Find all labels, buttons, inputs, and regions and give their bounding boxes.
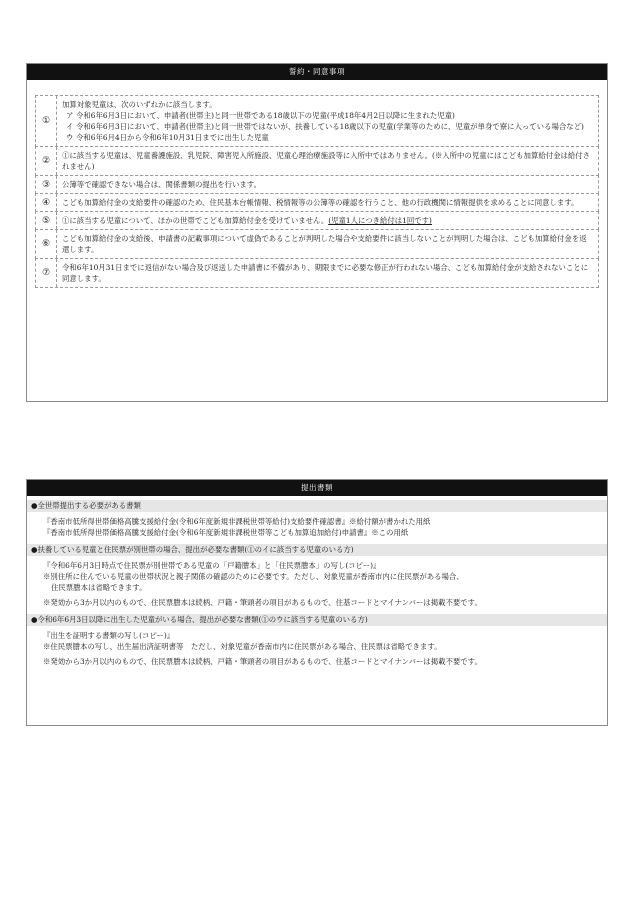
oath-text — [57, 96, 598, 146]
sub-letter: イ — [66, 122, 74, 131]
oath-header: 誓約・同意事項 — [27, 64, 607, 80]
doc-line: 『香南市低所得世帯価格高騰支援給付金(令和6年度新規非課税世帯等給付)支給要件確認書』※給付額が書かれた用紙 — [43, 517, 431, 526]
oath-item — [35, 146, 599, 176]
doc-line: 『出生を証明する書類の写し(コピー)』 — [43, 631, 175, 640]
oath-number: ① — [36, 96, 57, 146]
doc-line: ※発効から3か月以内のもので、住民票謄本は続柄、戸籍・筆頭者の項目があるもので、住基コードとマイナンバーは掲載不要です。 — [43, 598, 482, 607]
oath-number: ⑤ — [36, 212, 57, 229]
oath-intro: 加算対象児童は、次のいずれかに該当します。 — [62, 100, 217, 109]
sub-letter: ウ — [66, 133, 74, 142]
oath-item — [35, 175, 599, 194]
oath-sub-item — [66, 110, 593, 121]
sub-letter: ア — [66, 111, 74, 120]
section-title: ●令和6年6月3日以降に出生した児童がいる場合、提出が必要な書類(①のウに該当する児童のいる方) — [27, 614, 607, 626]
section-body — [27, 626, 607, 669]
oath-sub-item — [66, 121, 593, 132]
oath-text: こども加算給付金の支給後、申請書の記載事項について虚偽であることが判明した場合や支給要件に該当しないことが判明した場合は、こども加算給付金を返還します。 — [62, 234, 587, 254]
oath-text-underlined: (児童1人につき給付は1回です) — [328, 216, 432, 225]
doc-line: ※別住所に住んでいる児童の世帯状況と親子関係の確認のために必要です。ただし、対象児童が香南市内に住民票がある場合、 — [43, 572, 464, 581]
sub-text: 令和6年6月3日において、申請者(世帯主)と同一世帯である18歳以下の児童(平成18年4月2日以降に生まれた児童) — [76, 111, 455, 120]
oath-number: ⑦ — [36, 259, 57, 287]
oath-item — [35, 193, 599, 212]
oath-list — [35, 96, 599, 288]
oath-number: ② — [36, 147, 57, 175]
oath-panel — [26, 63, 608, 402]
oath-item — [35, 258, 599, 288]
oath-number: ④ — [36, 194, 57, 211]
docs-panel — [26, 479, 608, 726]
doc-line: 『香南市低所得世帯価格高騰支援給付金(令和6年度新規非課税世帯等こども加算追加給付)申請書』※この用紙 — [43, 528, 409, 537]
sub-text: 令和6年6月3日において、申請者(世帯主)と同一世帯ではないが、扶養している18歳以下の児童(学業等のために、児童が単身で寮に入っている場合など) — [76, 122, 584, 131]
oath-text — [57, 212, 598, 229]
oath-text: ①に該当する児童は、児童養護施設、乳児院、障害児入所施設、児童心理治療施設等に入所中ではありません。(※入所中の児童にはこども加算給付金は給付されません) — [62, 151, 591, 171]
oath-text: 公簿等で確認できない場合は、関係書類の提出を行います。 — [62, 180, 261, 189]
oath-number: ⑥ — [36, 230, 57, 258]
oath-text-main: ①に該当する児童について、ほかの世帯でこども加算給付金を受けていません。 — [62, 216, 329, 225]
oath-item — [35, 211, 599, 230]
section-body — [27, 556, 607, 610]
doc-line: ※発効から3か月以内のもので、住民票謄本は続柄、戸籍・筆頭者の項目があるもので、住基コードとマイナンバーは掲載不要です。 — [43, 657, 482, 666]
doc-line: 『令和6年6月3日時点で住民票が別世帯である児童の「戸籍謄本」と「住民票謄本」の写し(コピー)』 — [43, 561, 381, 570]
section-title: ●扶養している児童と住民票が別世帯の場合、提出が必要な書類(①のイに該当する児童のいる方) — [27, 544, 607, 556]
docs-header: 提出書類 — [27, 480, 607, 496]
oath-item — [35, 229, 599, 259]
doc-line: ※住民票謄本の写し、出生届出済証明書等 ただし、対象児童が香南市内に住民票がある場合、住民票は省略できます。 — [43, 642, 442, 651]
sub-text: 令和6年6月4日から令和6年10月31日までに出生した児童 — [76, 133, 269, 142]
oath-item — [35, 95, 599, 147]
section-title: ●全世帯提出する必要がある書類 — [27, 500, 607, 512]
oath-text: 令和6年10月31日までに返信がない場合及び返送した申請書に不備があり、期限までに必要な修正が行われない場合、こども加算給付金が支給されないことに同意します。 — [62, 263, 589, 283]
oath-text: こども加算給付金の支給要件の確認のため、住民基本台帳情報、税情報等の公簿等の確認を行うこと、他の行政機関に情報提供を求めることに同意します。 — [62, 198, 579, 207]
doc-line: 住民票謄本は省略できます。 — [51, 583, 147, 592]
oath-number: ③ — [36, 176, 57, 193]
oath-sub-item — [66, 132, 593, 143]
section-body — [27, 512, 607, 540]
